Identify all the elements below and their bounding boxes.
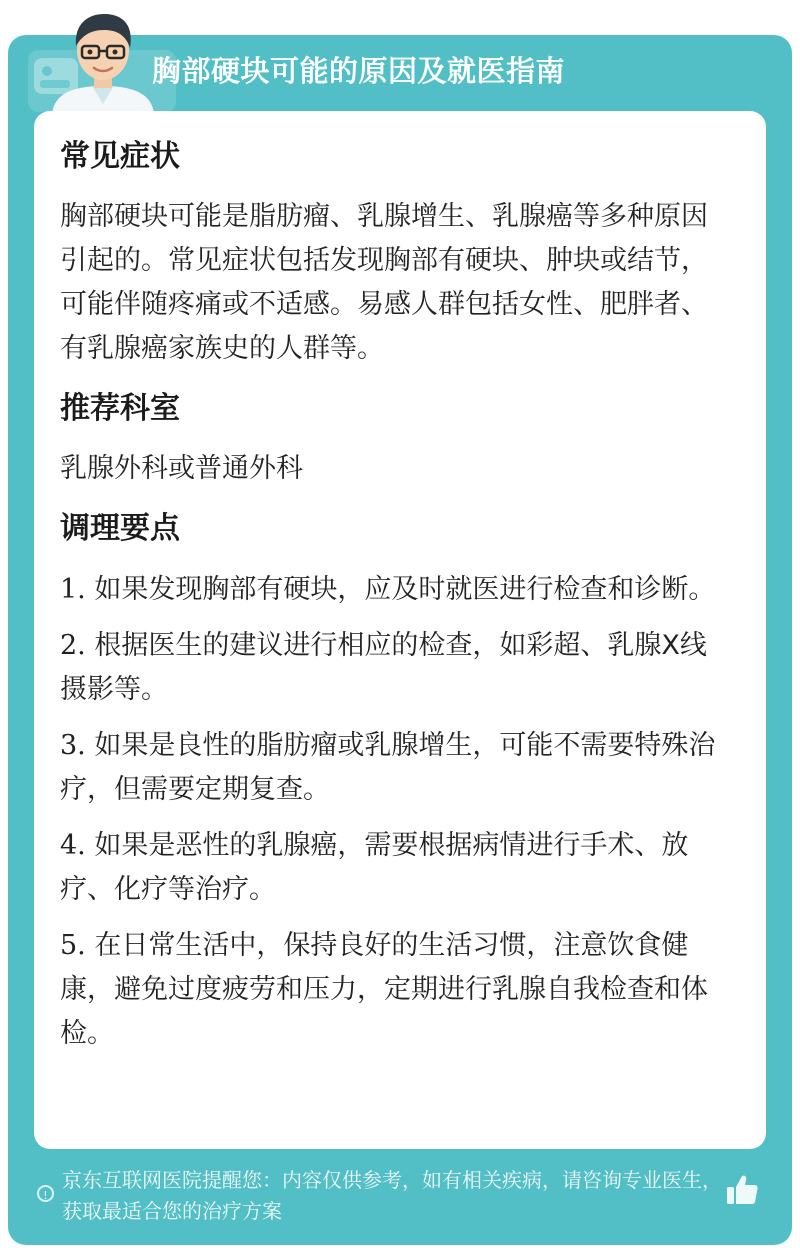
list-item: [60, 724, 728, 812]
list-item-text: 如果是恶性的乳腺癌，需要根据病情进行手术、放疗、化疗等治疗。: [60, 830, 689, 905]
content-card: [34, 111, 766, 1149]
list-item-text: 如果发现胸部有硬块，应及时就医进行检查和诊断。: [94, 574, 716, 605]
list-item: [60, 568, 728, 612]
list-item-text: 在日常生活中，保持良好的生活习惯，注意饮食健康，避免过度疲劳和压力，定期进行乳腺自我检查和体检。: [60, 930, 708, 1049]
footer-notice: 京东互联网医院提醒您：内容仅供参考，如有相关疾病，请咨询专业医生，获取最适合您的治疗方案: [62, 1168, 722, 1223]
list-item-text: 如果是良性的脂肪瘤或乳腺增生，可能不需要特殊治疗，但需要定期复查。: [60, 730, 716, 805]
section-heading-care: 调理要点: [60, 511, 180, 546]
thumbs-up-icon[interactable]: [724, 1172, 760, 1208]
care-list: [60, 568, 728, 1056]
content-body: [60, 135, 728, 1068]
department-text: 乳腺外科或普通外科: [60, 453, 303, 484]
symptoms-text: 胸部硬块可能是脂肪瘤、乳腺增生、乳腺癌等多种原因引起的。常见症状包括发现胸部有硬块、肿块或结节，可能伴随疼痛或不适感。易感人群包括女性、肥胖者、有乳腺癌家族史的人群等。: [60, 201, 708, 364]
list-item-number: 3.: [60, 730, 86, 761]
section-heading-symptoms: 常见症状: [60, 139, 180, 174]
list-item-number: 5.: [60, 930, 86, 961]
list-item: [60, 824, 728, 912]
page-title: 胸部硬块可能的原因及就医指南: [152, 54, 566, 88]
list-item-text: 根据医生的建议进行相应的检查，如彩超、乳腺X线摄影等。: [60, 630, 707, 705]
list-item-number: 2.: [60, 630, 86, 661]
list-item-number: 1.: [60, 574, 86, 605]
section-heading-department: 推荐科室: [60, 391, 180, 426]
doctor-avatar: [44, 6, 162, 114]
list-item: [60, 924, 728, 1056]
info-icon: !: [37, 1185, 54, 1202]
list-item: [60, 624, 728, 712]
list-item-number: 4.: [60, 830, 86, 861]
